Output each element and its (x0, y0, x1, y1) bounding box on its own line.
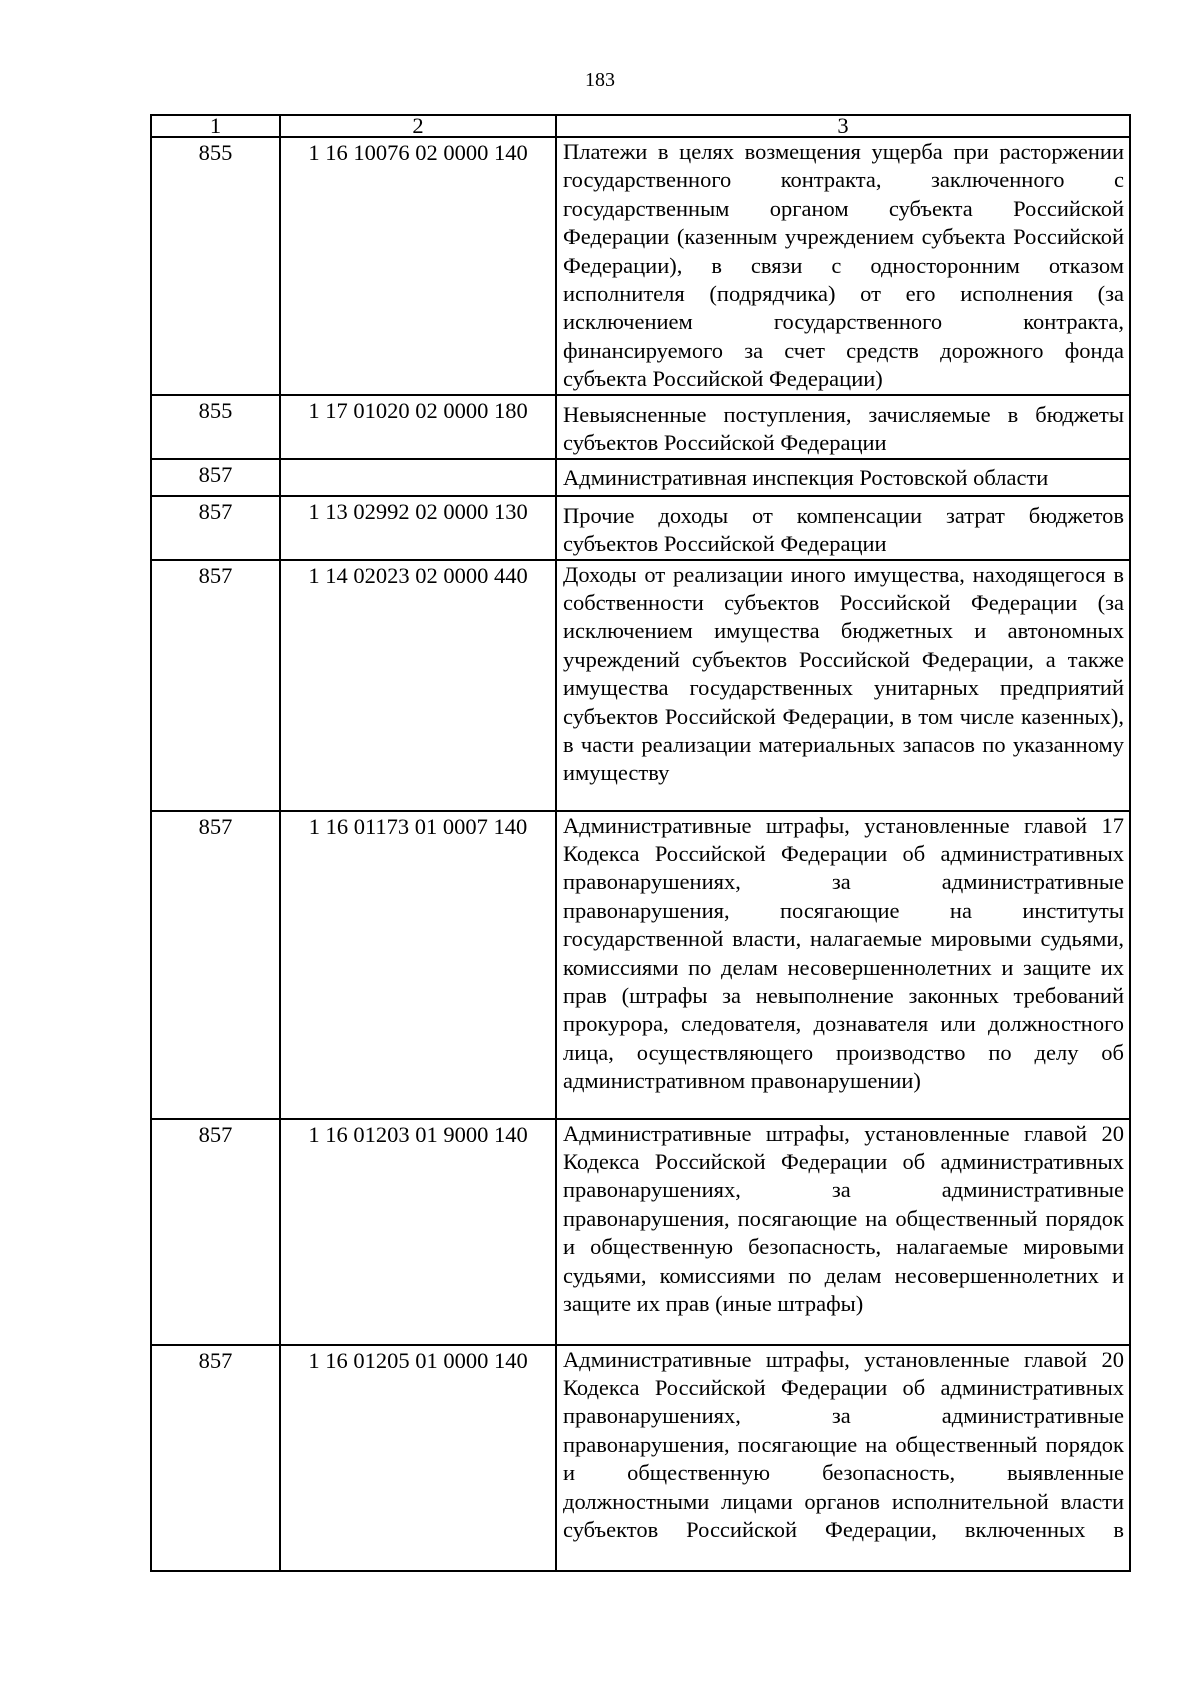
description-cell: Административные штрафы, установленные главой 17 Кодекса Российской Федерации об административных правонарушениях, за административные правонарушения, посягающие на институты государственной власти, налагаемые мировыми судьями, комиссиями по делам несовершеннолетних и защите их прав (штрафы за невыполнение законных требований прокурора, следователя, дознавателя или должностного лица, осуществляющего производство по делу об административном правонарушении) (556, 811, 1130, 1119)
description-cell: Административные штрафы, установленные главой 20 Кодекса Российской Федерации об административных правонарушениях, за административные правонарушения, посягающие на общественный порядок и общественную безопасность, налагаемые мировыми судьями, комиссиями по делам несовершеннолетних и защите их прав (иные штрафы) (556, 1119, 1130, 1345)
revenue-code-cell: 1 17 01020 02 0000 180 (280, 395, 556, 459)
revenue-code-cell: 1 16 10076 02 0000 140 (280, 137, 556, 395)
admin-code-cell: 857 (151, 1119, 280, 1345)
description-cell: Административная инспекция Ростовской области (556, 459, 1130, 496)
table-row (151, 1345, 1130, 1571)
admin-code-cell: 857 (151, 811, 280, 1119)
table-row (151, 459, 1130, 496)
table-row (151, 496, 1130, 560)
admin-code-cell: 857 (151, 1345, 280, 1571)
column-header-3: 3 (556, 115, 1130, 137)
description-cell: Доходы от реализации иного имущества, находящегося в собственности субъектов Российской Федерации (за исключением имущества бюджетных и автономных учреждений субъектов Российской Федерации, а также имущества государственных унитарных предприятий субъектов Российской Федерации, в том числе казенных), в части реализации материальных запасов по указанному имуществу (556, 560, 1130, 811)
description-cell: Невыясненные поступления, зачисляемые в бюджеты субъектов Российской Федерации (556, 395, 1130, 459)
table-row (151, 560, 1130, 811)
table-header-row (151, 115, 1130, 137)
revenue-code-cell: 1 13 02992 02 0000 130 (280, 496, 556, 560)
admin-code-cell: 855 (151, 137, 280, 395)
revenue-code-cell: 1 16 01203 01 9000 140 (280, 1119, 556, 1345)
column-header-2: 2 (280, 115, 556, 137)
revenue-codes-table (150, 114, 1131, 1572)
admin-code-cell: 857 (151, 459, 280, 496)
revenue-code-cell: 1 16 01205 01 0000 140 (280, 1345, 556, 1571)
table-row (151, 395, 1130, 459)
table-row (151, 137, 1130, 395)
revenue-code-cell: 1 14 02023 02 0000 440 (280, 560, 556, 811)
admin-code-cell: 857 (151, 560, 280, 811)
revenue-code-cell (280, 459, 556, 496)
description-cell: Административные штрафы, установленные главой 20 Кодекса Российской Федерации об административных правонарушениях, за административные правонарушения, посягающие на общественный порядок и общественную безопасность, выявленные должностными лицами органов исполнительной власти субъектов Российской Федерации, включенных в (556, 1345, 1130, 1571)
description-cell: Прочие доходы от компенсации затрат бюджетов субъектов Российской Федерации (556, 496, 1130, 560)
admin-code-cell: 857 (151, 496, 280, 560)
description-cell: Платежи в целях возмещения ущерба при расторжении государственного контракта, заключенного с государственным органом субъекта Российской Федерации (казенным учреждением субъекта Российской Федерации), в связи с односторонним отказом исполнителя (подрядчика) от его исполнения (за исключением государственного контракта, финансируемого за счет средств дорожного фонда субъекта Российской Федерации) (556, 137, 1130, 395)
page-number: 183 (585, 69, 615, 91)
revenue-code-cell: 1 16 01173 01 0007 140 (280, 811, 556, 1119)
column-header-1: 1 (151, 115, 280, 137)
admin-code-cell: 855 (151, 395, 280, 459)
table-row (151, 811, 1130, 1119)
table-row (151, 1119, 1130, 1345)
